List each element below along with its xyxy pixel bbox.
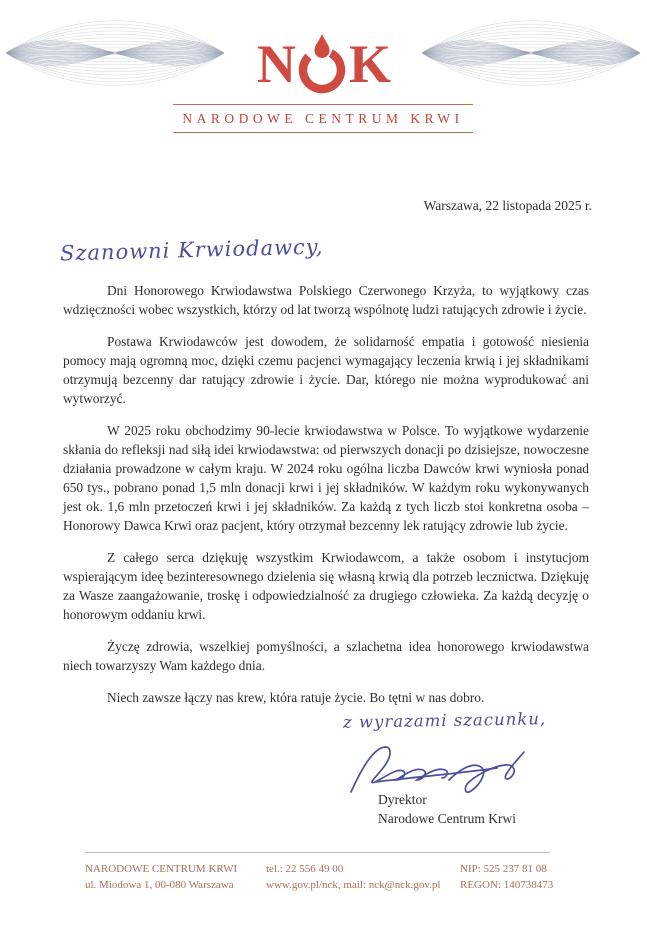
handwritten-greeting: Szanowni Krwiodawcy, [59, 234, 324, 266]
footer-registry-column [460, 861, 553, 893]
letterhead-org-band [173, 104, 473, 133]
handwritten-closing: z wyrazami szacunku, [342, 709, 547, 732]
footer-address: ul. Miodowa 1, 00-080 Warszawa [85, 879, 234, 891]
paragraph: Dni Honorowego Krwiodawstwa Polskiego Czerwonego Krzyża, to wyjątkowy czas wdzięczności wobec wszystkich, którzy od lat tworzą wspólnotę ludzi ratujących zdrowie i życie. [63, 283, 589, 317]
footer-divider [85, 852, 550, 853]
dateline: Warszawa, 22 listopada 2025 r. [423, 198, 592, 213]
logo-letter-n: N [256, 34, 295, 94]
band-rule-bottom [173, 132, 473, 133]
letterhead-org-name: NARODOWE CENTRUM KRWI [182, 111, 464, 126]
footer-org-name: NARODOWE CENTRUM KRWI [85, 863, 238, 875]
paragraph: Postawa Krwiodawców jest dowodem, że solidarność empatia i gotowość niesienia pomocy mają ogromną moc, dzięki czemu pacjenci wymagający leczenia krwią i jej składnikami otrzymują bezcenny dar ratujący zdrowie i życie. Dar, którego nie można wyprodukować ani wytworzyć. [63, 334, 589, 406]
paragraph: W 2025 roku obchodzimy 90-lecie krwiodawstwa w Polsce. To wyjątkowe wydarzenie skłania do refleksji nad siłą idei krwiodawstwa: od pierwszych donacji po dzisiejsze, nowoczesne działania prowadzone w całym kraju. W 2024 roku ogólna liczba Dawców krwi wyniosła ponad 650 tys., pobrano ponad 1,5 mln donacji krwi i jej składników. W każdym roku wykonywanych jest ok. 1,6 mln przetoczeń krwi i jej składników. Za każdą z tych liczb stoi konkretna osoba – Honorowy Dawca Krwi oraz pacjent, który otrzymał bezcenny lek ratujący zdrowie lub życie. [63, 423, 589, 533]
paragraph: Niech zawsze łączy nas krew, która ratuje życie. Bo tętni w nas dobro. [107, 690, 485, 705]
paragraph: Z całego serca dziękuję wszystkim Krwiodawcom, a także osobom i instytucjom wspierającym ideę bezinteresownego dzielenia się własną krwią dla potrzeb lecznictwa. Dziękuję za Wasze zaangażowanie, troskę i odpowiedzialność za drugiego człowieka. Za każdą decyzję o honorowym oddaniu krwi. [63, 550, 589, 622]
logo-letter-k: K [348, 34, 390, 94]
signature-scribble [345, 740, 530, 796]
letter-body [63, 281, 589, 720]
footer-phone: tel.: 22 556 49 00 [266, 863, 344, 875]
footer-nip: NIP: 525 237 81 08 [460, 863, 547, 875]
signer-block [378, 791, 516, 828]
paragraph: Życzę zdrowia, wszelkiej pomyślności, a szlachetna idea honorowego krwiodawstwa niech towarzyszy Wam każdego dnia. [63, 639, 589, 673]
footer-regon: REGON: 140738473 [460, 879, 554, 891]
signer-org: Narodowe Centrum Krwi [378, 810, 516, 826]
footer-web-mail: www.gov.pl/nck, mail: nck@nck.gov.pl [266, 879, 441, 891]
nck-logo [0, 26, 647, 102]
footer-contact-column [266, 861, 441, 893]
signer-title: Dyrektor [378, 792, 427, 807]
footer-address-column [85, 861, 237, 893]
blood-drop-c-icon [294, 32, 350, 96]
